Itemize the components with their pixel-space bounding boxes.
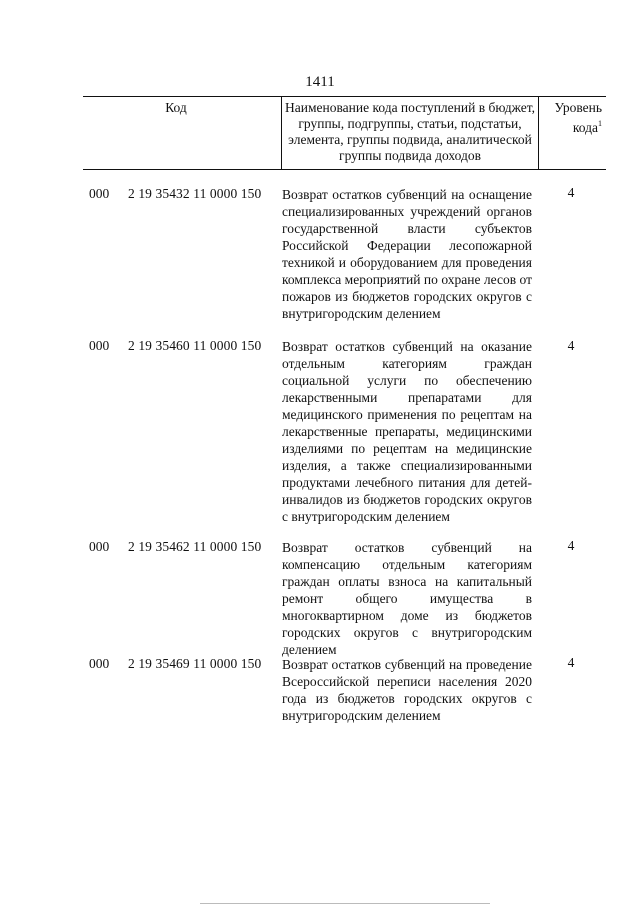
header-level: [539, 97, 606, 169]
header-level-label: Уровень код: [554, 100, 602, 135]
header-name: Наименование кода поступлений в бюджет, группы, подгруппы, статьи, подстатьи, элемента, группы подвида, аналитической группы подвида доходов: [282, 97, 539, 169]
row-name: Возврат остатков субвенций на оказание отдельным категориям граждан социальной услуги по обеспечению лекарственными препаратами для медицинского применения по рецептам на лекарственные препараты, медицинскими изделиями по рецептам на медицинские изделия, а также специализированными продуктами лечебного питания для детей-инвалидов из бюджетов городских округов с внутригородским делением: [282, 339, 532, 524]
header-level-footnote: 1: [598, 119, 602, 128]
row-name: Возврат остатков субвенций на компенсацию отдельным категориям граждан оплаты взноса на капитальный ремонт общего имущества в многоквартирном доме из бюджетов городских округов с внутригородским делением: [282, 540, 532, 657]
row-level: 4: [567, 655, 575, 670]
row-prefix: 000: [89, 338, 110, 353]
scan-edge-line: [200, 903, 490, 904]
row-prefix: 000: [89, 656, 110, 671]
row-code: 2 19 35462 11 0000 150: [128, 539, 262, 554]
row-level: 4: [567, 538, 575, 553]
row-code: 2 19 35460 11 0000 150: [128, 338, 262, 353]
row-level: 4: [567, 185, 575, 200]
row-prefix: 000: [89, 539, 110, 554]
row-name: Возврат остатков субвенций на оснащение специализированных учреждений органов государственной власти субъектов Российской Федерации лесопожарной техникой и оборудованием для проведения комплекса мероприятий по охране лесов от пожаров из бюджетов городских округов с внутригородским делением: [282, 187, 532, 321]
row-code: 2 19 35432 11 0000 150: [128, 186, 262, 201]
header-level-suffix: а: [592, 120, 598, 135]
row-name: Возврат остатков субвенций на проведение Всероссийской переписи населения 2020 года из бюджетов городских округов с внутригородским делением: [282, 657, 532, 723]
row-code: 2 19 35469 11 0000 150: [128, 656, 262, 671]
page-number: 1411: [305, 74, 335, 90]
table-header: [83, 96, 606, 170]
row-level: 4: [567, 338, 575, 353]
row-prefix: 000: [89, 186, 110, 201]
header-code: Код: [83, 97, 282, 169]
